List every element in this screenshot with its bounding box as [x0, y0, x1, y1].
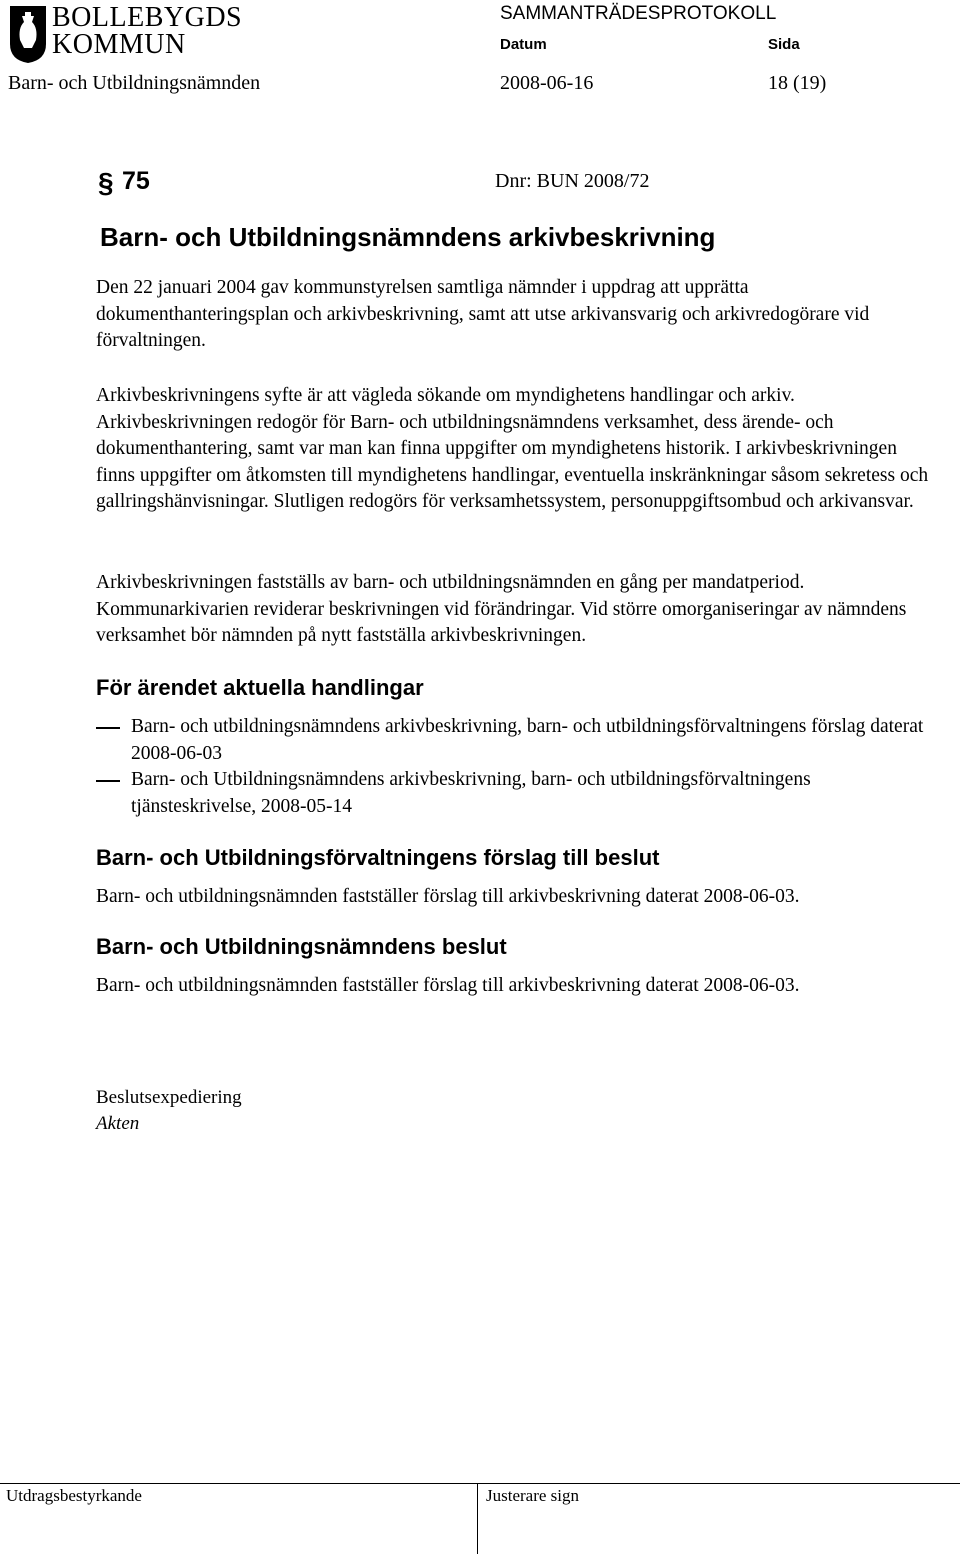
dash-marker [96, 780, 120, 782]
protocol-title: SAMMANTRÄDESPROTOKOLL [500, 3, 777, 24]
section-symbol: § [98, 167, 114, 198]
dash-marker [96, 727, 120, 729]
section-title: Barn- och Utbildningsnämndens arkivbeskrivning [100, 222, 716, 252]
paragraph-1: Den 22 januari 2004 gav kommunstyrelsen samtliga nämnder i uppdrag att upprätta dokumenthanteringsplan och arkivbeskrivning, samt att utse arkivansvarig och arkivredogörare vid förvaltningen. [96, 277, 870, 351]
proposal-text: Barn- och utbildningsnämnden fastställer förslag till arkivbeskrivning daterat 2008-06-03. [96, 886, 800, 907]
footer-adjuster-signature: Justerare sign [486, 1486, 580, 1505]
logo-line-1: BOLLEBYGDS [52, 2, 243, 33]
decision-heading: Barn- och Utbildningsnämndens beslut [96, 934, 507, 959]
committee-name: Barn- och Utbildningsnämnden [8, 72, 261, 94]
decision-text: Barn- och utbildningsnämnden fastställer förslag till arkivbeskrivning daterat 2008-06-03. [96, 975, 800, 996]
expedition-recipient: Akten [96, 1113, 140, 1134]
footer-extract-certification: Utdragsbestyrkande [6, 1486, 142, 1505]
documents-heading: För ärendet aktuella handlingar [96, 675, 424, 700]
footer-divider [477, 1483, 478, 1554]
paragraph-2: Arkivbeskrivningens syfte är att vägleda sökande om myndighetens handlingar och arkiv. Arkivbeskrivningen redogör för Barn- och utbildningsnämndens verksamhet, dess ärende- och dokumenthantering, samt var man kan finna uppgifter om myndighetens historik. I arkivbeskrivningen finns uppgifter om åtkomsten till myndighetens handlingar, eventuella inskränkningar såsom sekretess och gallringshänvisningar. Slutligen redogörs för verksamhetssystem, personuppgiftsombud och arkivansvar. [96, 385, 929, 512]
meeting-date: 2008-06-16 [500, 72, 594, 94]
footer-rule [0, 1483, 960, 1484]
document-item [96, 714, 936, 767]
document-item [96, 767, 936, 820]
logo-wordmark [52, 4, 242, 58]
proposal-heading: Barn- och Utbildningsförvaltningens förslag till beslut [96, 845, 660, 870]
expedition-label: Beslutsexpediering [96, 1087, 242, 1108]
logo-line-2: KOMMUN [52, 29, 186, 60]
document-item-text: Barn- och utbildningsnämndens arkivbeskrivning, barn- och utbildningsförvaltningens förslag daterat 2008-06-03 [131, 716, 924, 764]
coat-of-arms-icon [8, 4, 48, 64]
paragraph-3: Arkivbeskrivningen fastställs av barn- och utbildningsnämnden en gång per mandatperiod. Kommunarkivarien reviderar beskrivningen vid förändringar. Vid större omorganiseringar av nämndens verksamhet bör nämnden på nytt fastställa arkivbeskrivningen. [96, 572, 907, 646]
document-item-text: Barn- och Utbildningsnämndens arkivbeskrivning, barn- och utbildningsförvaltningens tjänsteskrivelse, 2008-05-14 [131, 769, 811, 817]
diary-number: Dnr: BUN 2008/72 [495, 170, 650, 192]
page-number: 18 (19) [768, 72, 827, 94]
page-label: Sida [768, 36, 800, 53]
date-label: Datum [500, 36, 547, 53]
section-number: 75 [122, 167, 150, 195]
